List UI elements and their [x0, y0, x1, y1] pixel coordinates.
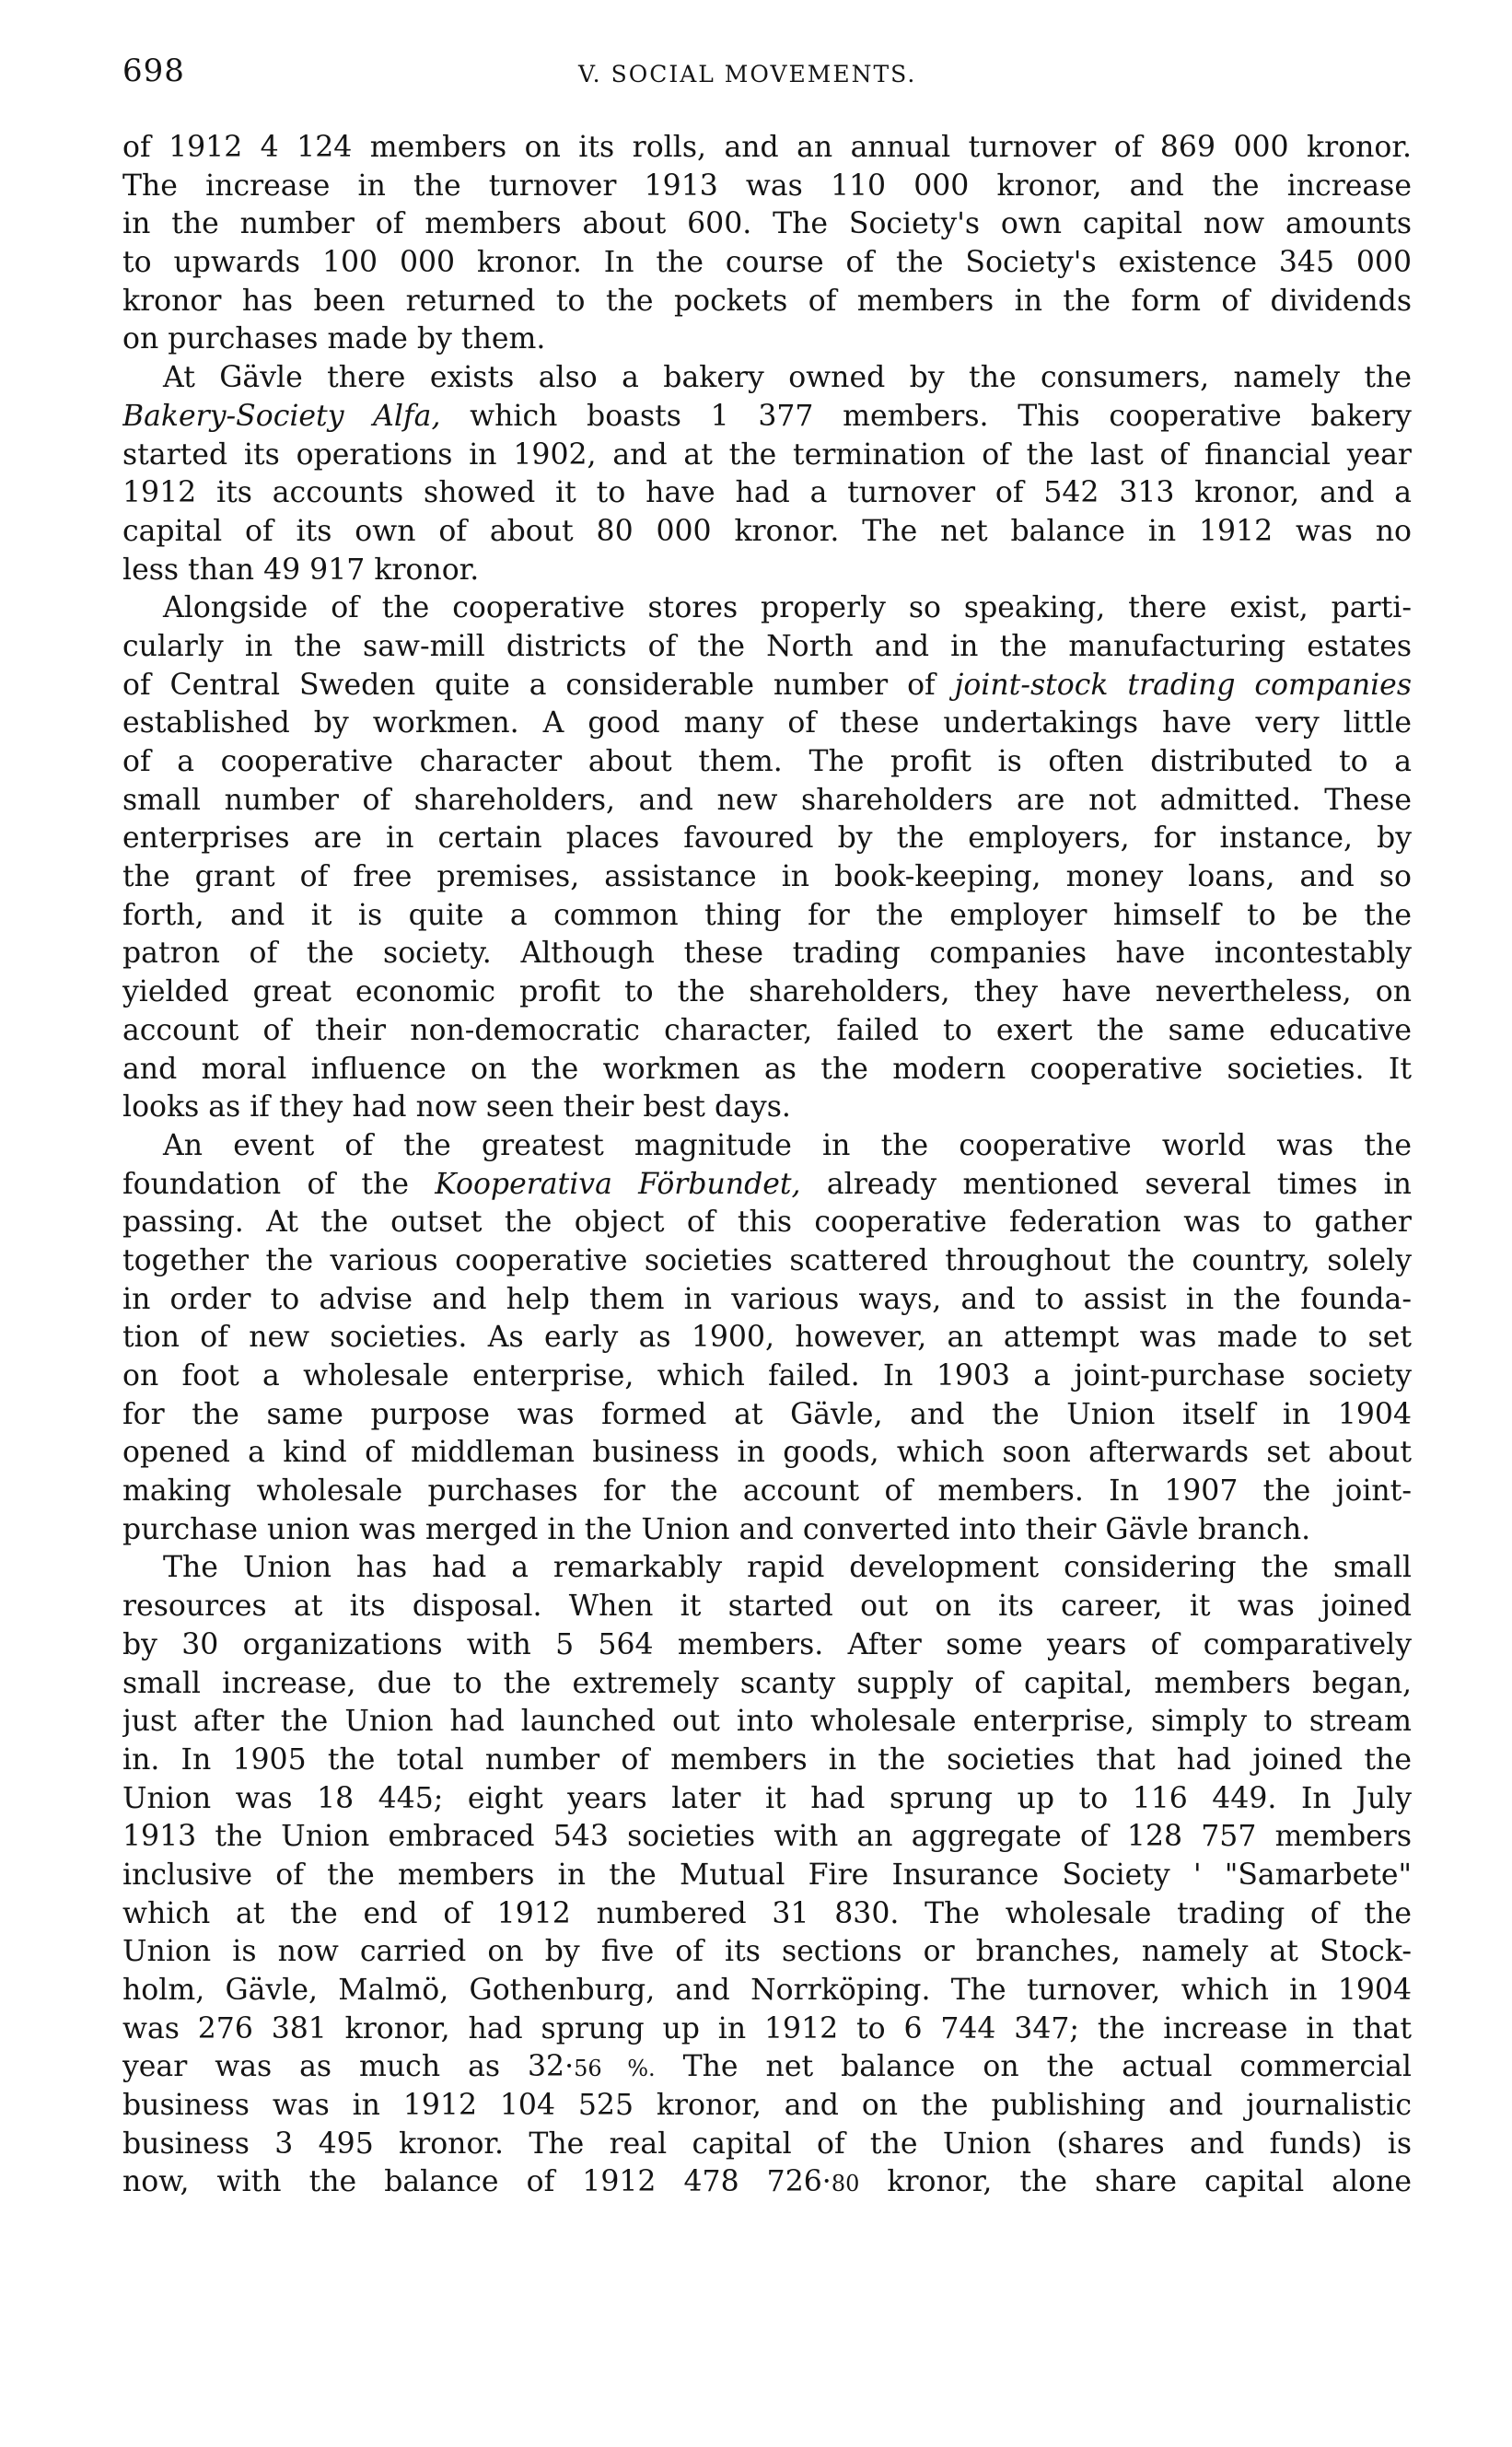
text-line: which at the end of 1912 numbered 31 830. The wholesale trading of the	[122, 1896, 1412, 1930]
text-line: on purchases made by them.	[122, 322, 546, 356]
text-segment: which boasts 1 377 members. This cooperative bakery	[440, 399, 1412, 433]
page-header	[122, 48, 1412, 94]
text-line: in order to advise and help them in various ways, and to assist in the founda-	[122, 1282, 1412, 1316]
text-line	[122, 398, 1412, 437]
text-line: inclusive of the members in the Mutual Fire Insurance Society ' "Samarbete"	[122, 1858, 1412, 1892]
text-line: business 3 495 kronor. The real capital of the Union (shares and funds) is	[122, 2127, 1412, 2161]
text-line	[122, 2163, 1412, 2202]
text-line: capital of its own of about 80 000 kronor. The net balance in 1912 was no	[122, 514, 1412, 548]
paragraph-first-line: An event of the greatest magnitude in the cooperative world was the	[163, 1128, 1412, 1162]
text-line: resources at its disposal. When it started out on its career, it was joined	[122, 1590, 1412, 1624]
text-line: together the various cooperative societies scattered throughout the country, solely	[122, 1243, 1412, 1277]
text-segment: already mentioned several times in	[800, 1167, 1412, 1201]
text-line: small number of shareholders, and new shareholders are not admitted. These	[122, 783, 1412, 817]
text-line: kronor has been returned to the pockets of members in the form of dividends	[122, 284, 1412, 318]
text-line: started its operations in 1902, and at the termination of the last of financial year	[122, 437, 1412, 472]
text-segment: kronor, the share capital alone	[859, 2165, 1412, 2199]
text-line: on foot a wholesale enterprise, which failed. In 1903 a joint-purchase society	[122, 1359, 1412, 1392]
text-line: The increase in the turnover 1913 was 110 000 kronor, and the increase	[122, 169, 1412, 203]
text-line: making wholesale purchases for the account of members. In 1907 the joint-	[122, 1474, 1412, 1509]
text-line: of 1912 4 124 members on its rolls, and an annual turnover of 869 000 kronor.	[122, 131, 1412, 164]
text-line: passing. At the outset the object of this cooperative federation was to gather	[122, 1206, 1412, 1240]
running-head: V. SOCIAL MOVEMENTS.	[578, 61, 917, 87]
text-line	[122, 2048, 1412, 2087]
paragraph-first-line: The Union has had a remarkably rapid development considering the small	[163, 1551, 1412, 1585]
italic-society-name: Bakery-Society Alfa,	[122, 399, 441, 433]
text-line: just after the Union had launched out into wholesale enterprise, simply to stream	[122, 1705, 1412, 1739]
text-line: 1912 its accounts showed it to have had a turnover of 542 313 kronor, and a	[122, 476, 1412, 510]
text-segment: foundation of the	[122, 1167, 436, 1201]
text-line: Union is now carried on by five of its sections or branches, namely at Stock-	[122, 1935, 1412, 1969]
text-line: in. In 1905 the total number of members in the societies that had joined the	[122, 1742, 1412, 1777]
text-line: yielded great economic profit to the shareholders, they have nevertheless, on	[122, 975, 1412, 1009]
text-line: opened a kind of middleman business in goods, which soon afterwards set about	[122, 1436, 1412, 1470]
text-segment: The net balance on the actual commercial	[655, 2050, 1412, 2084]
text-line: cularly in the saw-mill districts of the North and in the manufacturing estates	[122, 629, 1412, 663]
text-line: by 30 organizations with 5 564 members. After some years of comparatively	[122, 1627, 1412, 1661]
text-line: established by workmen. A good many of these undertakings have very little	[122, 706, 1412, 740]
body-text	[122, 129, 1412, 2202]
italic-federation-name: Kooperativa Förbundet,	[435, 1167, 801, 1201]
text-line: tion of new societies. As early as 1900, however, an attempt was made to set	[122, 1321, 1412, 1355]
text-line: of a cooperative character about them. The profit is often distributed to a	[122, 745, 1412, 778]
text-line: looks as if they had now seen their best days.	[122, 1090, 791, 1124]
italic-term: joint-stock trading companies	[954, 668, 1412, 702]
paragraph-first-line: At Gävle there exists also a bakery owned by the consumers, namely the	[163, 361, 1412, 395]
small-figure: 80	[831, 2171, 860, 2197]
small-figure: 56 %.	[574, 2056, 656, 2082]
text-line: account of their non-democratic character, failed to exert the same educative	[122, 1013, 1412, 1047]
text-line: holm, Gävle, Malmö, Gothenburg, and Norrköping. The turnover, which in 1904	[122, 1974, 1412, 2007]
text-line	[122, 1166, 1412, 1205]
text-line: the grant of free premises, assistance in book-keeping, money loans, and so	[122, 860, 1412, 894]
text-line: purchase union was merged in the Union and converted into their Gävle branch.	[122, 1512, 1311, 1546]
text-line: Union was 18 445; eight years later it had sprung up to 116 449. In July	[122, 1781, 1412, 1815]
text-line: enterprises are in certain places favoured by the employers, for instance, by	[122, 821, 1412, 856]
text-segment: year was as much as 32·	[122, 2050, 575, 2084]
text-line: less than 49 917 kronor.	[122, 553, 480, 587]
page-number: 698	[122, 52, 185, 89]
text-segment: of Central Sweden quite a considerable number of	[122, 668, 955, 702]
text-line: business was in 1912 104 525 kronor, and on the publishing and journalistic	[122, 2089, 1412, 2123]
text-line: patron of the society. Although these trading companies have incontestably	[122, 937, 1412, 971]
text-segment: now, with the balance of 1912 478 726·	[122, 2165, 832, 2199]
text-line: for the same purpose was formed at Gävle, and the Union itself in 1904	[122, 1397, 1412, 1431]
text-line: small increase, due to the extremely scanty supply of capital, members began,	[122, 1666, 1412, 1700]
text-line: was 276 381 kronor, had sprung up in 1912 to 6 744 347; the increase in that	[122, 2011, 1412, 2045]
text-line	[122, 667, 1412, 705]
text-line: to upwards 100 000 kronor. In the course of the Society's existence 345 000	[122, 246, 1412, 280]
paragraph-first-line: Alongside of the cooperative stores properly so speaking, there exist, parti-	[163, 591, 1412, 625]
text-line: in the number of members about 600. The Society's own capital now amounts	[122, 207, 1412, 241]
text-line: 1913 the Union embraced 543 societies with an aggregate of 128 757 members	[122, 1820, 1412, 1854]
text-line: and moral influence on the workmen as the modern cooperative societies. It	[122, 1052, 1412, 1086]
text-line: forth, and it is quite a common thing for the employer himself to be the	[122, 898, 1412, 932]
